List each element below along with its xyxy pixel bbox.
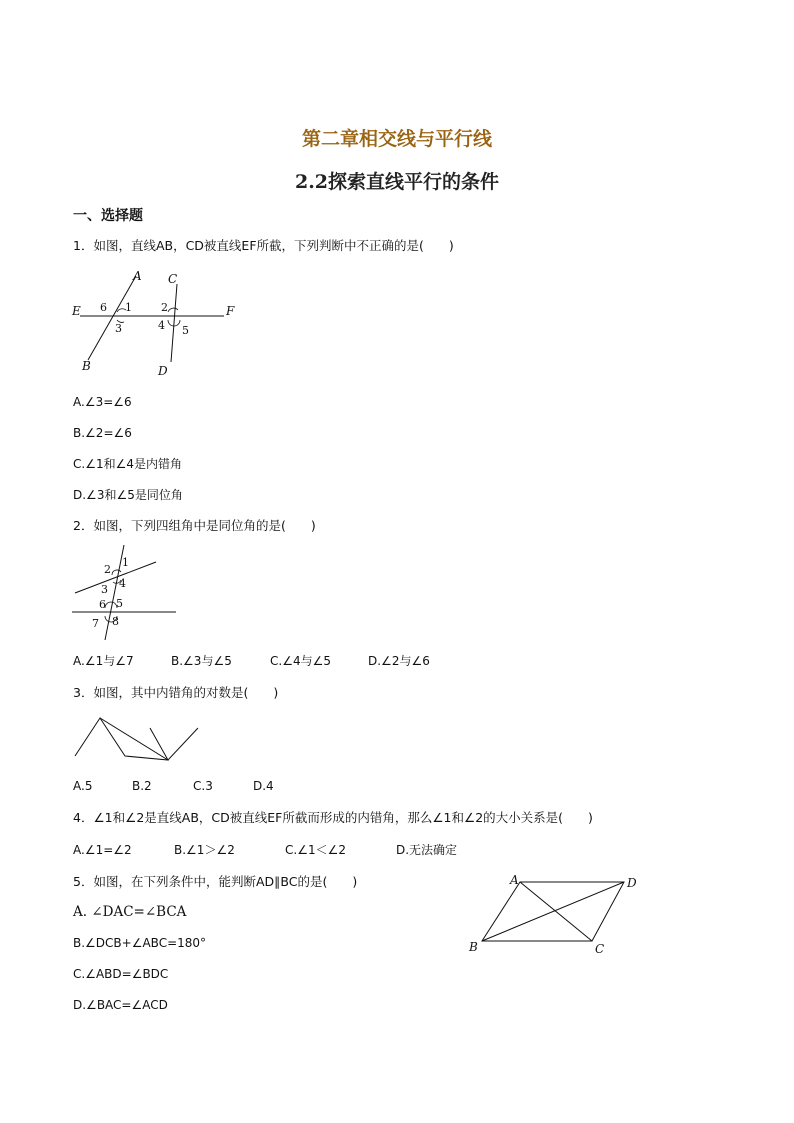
q3-option-a[interactable]: A.5 [73, 779, 93, 793]
zigzag-lower [100, 718, 198, 760]
angle-1-label: 1 [125, 301, 132, 314]
question-5-figure [466, 870, 656, 960]
q1-option-a[interactable]: A.∠3=∠6 [73, 395, 132, 409]
q1-option-d[interactable]: D.∠3和∠5是同位角 [73, 488, 183, 502]
q5-option-d[interactable]: D.∠BAC=∠ACD [73, 998, 168, 1012]
angle-2-label: 2 [104, 563, 111, 576]
question-3-figure [70, 712, 210, 772]
q2-option-a[interactable]: A.∠1与∠7 [73, 654, 134, 668]
q4-option-a[interactable]: A.∠1=∠2 [73, 843, 132, 857]
q5-option-b[interactable]: B.∠DCB+∠ABC=180° [73, 936, 207, 950]
angle-6-label: 6 [100, 301, 107, 314]
angle-3-label: 3 [101, 583, 108, 596]
q4-option-d[interactable]: D.无法确定 [396, 843, 458, 857]
q4-option-c[interactable]: C.∠1＜∠2 [285, 843, 346, 857]
q1-option-b[interactable]: B.∠2=∠6 [73, 426, 132, 440]
zigzag-upper [75, 718, 168, 760]
angle-2-label: 2 [161, 301, 168, 314]
question-4-stem: 4．∠1和∠2是直线AB，CD被直线EF所截而形成的内错角，那么∠1和∠2的大小关系是( ) [73, 810, 593, 825]
line-cd [171, 284, 177, 362]
chapter-title: 第二章相交线与平行线 [301, 128, 492, 150]
vertex-d-label: D [627, 876, 637, 890]
vertex-a-label: A [510, 873, 519, 887]
label-f: F [226, 304, 235, 318]
vertex-b-label: B [469, 940, 478, 954]
q2-option-b[interactable]: B.∠3与∠5 [171, 654, 232, 668]
label-a: A [133, 269, 142, 283]
q2-option-c[interactable]: C.∠4与∠5 [270, 654, 331, 668]
angle-3-label: 3 [115, 322, 122, 335]
question-5-stem: 5．如图，在下列条件中，能判断AD∥BC的是( ) [73, 874, 358, 889]
question-1-stem: 1．如图，直线AB，CD被直线EF所截，下列判断中不正确的是( ) [73, 238, 454, 253]
q5-option-c[interactable]: C.∠ABD=∠BDC [73, 967, 169, 981]
q3-option-d[interactable]: D.4 [253, 779, 274, 793]
angle-4-label: 4 [158, 319, 165, 332]
question-3-stem: 3．如图，其中内错角的对数是( ) [73, 685, 279, 700]
angle-6-label: 6 [99, 598, 106, 611]
q1-option-c[interactable]: C.∠1和∠4是内错角 [73, 457, 182, 471]
question-2-stem: 2．如图，下列四组角中是同位角的是( ) [73, 518, 316, 533]
angle-8-label: 8 [112, 615, 119, 628]
label-c: C [168, 272, 178, 286]
label-d: D [158, 364, 168, 378]
line-ab [88, 276, 136, 360]
part-heading: 一、选择题 [73, 208, 143, 224]
angle-5-label: 5 [182, 324, 189, 337]
q2-option-d[interactable]: D.∠2与∠6 [368, 654, 430, 668]
section-title: 2.2探索直线平行的条件 [294, 171, 500, 193]
angle-1-label: 1 [122, 556, 129, 569]
q3-option-b[interactable]: B.2 [132, 779, 152, 793]
question-2-figure [66, 542, 186, 642]
q4-option-b[interactable]: B.∠1＞∠2 [174, 843, 235, 857]
q3-option-c[interactable]: C.3 [193, 779, 213, 793]
label-b: B [82, 359, 91, 373]
vertex-c-label: C [595, 942, 605, 956]
question-1-figure [60, 262, 250, 382]
angle-arc [168, 308, 178, 312]
diagonal-ac [520, 882, 592, 941]
angle-4-label: 4 [119, 577, 126, 590]
angle-5-label: 5 [116, 597, 123, 610]
angle-arc [112, 570, 121, 575]
diagonal-bd [482, 882, 624, 941]
label-e: E [72, 304, 81, 318]
q5-option-a[interactable]: A. ∠DAC=∠BCA [73, 904, 187, 920]
angle-7-label: 7 [92, 617, 99, 630]
